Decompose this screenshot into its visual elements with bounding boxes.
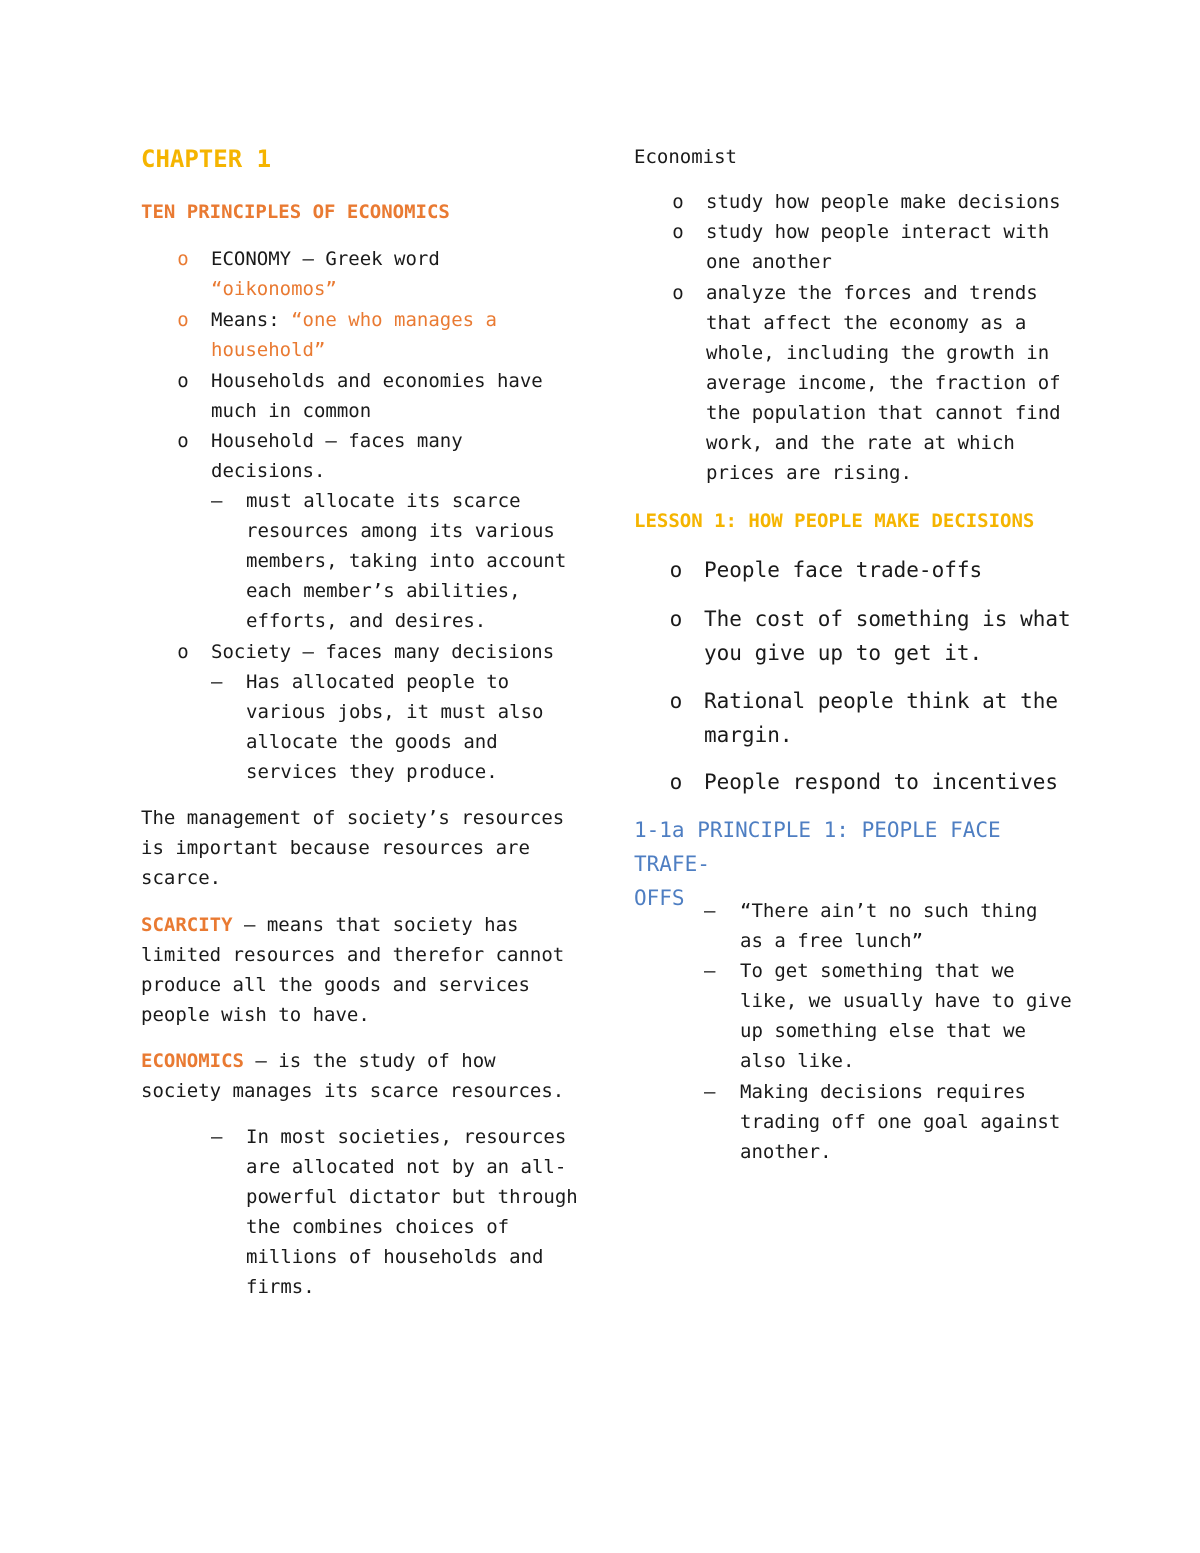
item-line: that affect the economy as a — [706, 312, 1027, 334]
economist-heading: Economist — [634, 146, 737, 168]
bullet-household — [211, 426, 463, 486]
item-line: as a free lunch” — [740, 930, 924, 952]
sub-line: are allocated not by an all- — [246, 1156, 567, 1178]
item-line: another. — [740, 1141, 832, 1163]
para-line: – is the study of how — [243, 1050, 496, 1072]
bullet-marker: o — [669, 607, 683, 631]
sub-line: firms. — [246, 1276, 315, 1298]
scarcity-paragraph — [141, 910, 564, 1030]
item-line: To get something that we — [740, 960, 1015, 982]
bullet-line-quote: “oikonomos” — [211, 278, 337, 300]
sub-line: services they produce. — [246, 761, 498, 783]
lesson-item — [704, 602, 1071, 670]
sub-line: millions of households and — [246, 1246, 544, 1268]
chapter-title: CHAPTER 1 — [141, 145, 272, 173]
lesson-item — [704, 553, 982, 587]
bullet-economy — [211, 244, 440, 304]
bullet-marker: o — [177, 641, 189, 663]
item-line: Making decisions requires — [740, 1081, 1026, 1103]
dash-marker: – — [704, 900, 716, 922]
para-line: limited resources and therefor cannot — [141, 944, 565, 966]
dash-marker: – — [211, 490, 223, 512]
scarcity-term: SCARCITY — [141, 914, 233, 936]
item-line: Rational people think at the — [704, 689, 1059, 713]
item-line: you give up to get it. — [704, 641, 983, 665]
bullet-marker: o — [177, 309, 189, 331]
item-line: study how people make decisions — [706, 191, 1061, 213]
sub-line: powerful dictator but through — [246, 1186, 578, 1208]
economist-item — [706, 187, 1061, 217]
bullet-line: Household – faces many — [211, 430, 463, 452]
sub-line: each member’s abilities, — [246, 580, 521, 602]
item-line: one another — [706, 251, 832, 273]
bullet-marker: o — [672, 191, 684, 213]
dash-marker: – — [211, 671, 223, 693]
dash-marker: – — [704, 960, 716, 982]
para-line: scarce. — [141, 867, 222, 889]
bullet-households — [211, 366, 543, 426]
sub-line: In most societies, resources — [246, 1126, 567, 1148]
bullet-line: Society – faces many decisions — [211, 641, 555, 663]
sub-line: members, taking into account — [246, 550, 567, 572]
economist-item — [706, 217, 1049, 277]
item-line: study how people interact with — [706, 221, 1050, 243]
sub-line: efforts, and desires. — [246, 610, 487, 632]
item-line: whole, including the growth in — [706, 342, 1050, 364]
bullet-line: ECONOMY – Greek word — [211, 248, 440, 270]
bullet-marker: o — [177, 430, 189, 452]
bullet-marker: o — [177, 248, 189, 270]
means-quote: “one who manages a — [279, 309, 497, 331]
management-paragraph — [141, 803, 564, 893]
item-line: The cost of something is what — [704, 607, 1071, 631]
item-line: People face trade-offs — [704, 558, 983, 582]
item-line: also like. — [740, 1050, 855, 1072]
economist-item — [706, 278, 1061, 488]
society-subitem — [246, 667, 543, 787]
principle-item — [740, 896, 1037, 956]
item-line: like, we usually have to give — [740, 990, 1072, 1012]
para-line: – means that society has — [232, 914, 519, 936]
item-line: analyze the forces and trends — [706, 282, 1038, 304]
item-line: margin. — [704, 723, 793, 747]
item-line: up something else that we — [740, 1020, 1026, 1042]
dash-marker: – — [211, 1126, 223, 1148]
section-title: TEN PRINCIPLES OF ECONOMICS — [141, 201, 450, 223]
economics-subitem — [246, 1122, 578, 1302]
bullet-marker: o — [669, 770, 683, 794]
bullet-means — [211, 305, 497, 365]
heading-line: 1-1a PRINCIPLE 1: PEOPLE FACE TRAFE- — [634, 818, 1001, 876]
bullet-marker: o — [177, 370, 189, 392]
economics-term: ECONOMICS — [141, 1050, 244, 1072]
dash-marker: – — [704, 1081, 716, 1103]
lesson-title: LESSON 1: HOW PEOPLE MAKE DECISIONS — [634, 510, 1035, 532]
para-line: The management of society’s resources — [141, 807, 565, 829]
item-line: average income, the fraction of — [706, 372, 1061, 394]
item-line: the population that cannot find — [706, 402, 1061, 424]
principle-item — [740, 1077, 1060, 1167]
bullet-marker: o — [669, 558, 683, 582]
item-line: prices are rising. — [706, 462, 912, 484]
item-line: “There ain’t no such thing — [740, 900, 1038, 922]
sub-line: resources among its various — [246, 520, 555, 542]
means-label: Means: — [211, 309, 280, 331]
sub-line: must allocate its scarce — [246, 490, 521, 512]
sub-line: Has allocated people to — [246, 671, 510, 693]
means-quote-cont: household” — [211, 339, 326, 361]
bullet-line: much in common — [211, 400, 372, 422]
bullet-line: decisions. — [211, 460, 326, 482]
para-line: people wish to have. — [141, 1004, 370, 1026]
para-line: society manages its scarce resources. — [141, 1080, 565, 1102]
bullet-society — [211, 637, 554, 667]
para-line: is important because resources are — [141, 837, 530, 859]
bullet-marker: o — [672, 282, 684, 304]
lesson-item — [704, 684, 1058, 752]
sub-line: various jobs, it must also — [246, 701, 544, 723]
item-line: work, and the rate at which — [706, 432, 1015, 454]
heading-line: OFFS — [634, 886, 685, 910]
lesson-item — [704, 765, 1058, 799]
item-line: People respond to incentives — [704, 770, 1059, 794]
bullet-marker: o — [672, 221, 684, 243]
item-line: trading off one goal against — [740, 1111, 1061, 1133]
para-line: produce all the goods and services — [141, 974, 530, 996]
principle-item — [740, 956, 1072, 1076]
sub-line: the combines choices of — [246, 1216, 510, 1238]
sub-line: allocate the goods and — [246, 731, 498, 753]
bullet-marker: o — [669, 689, 683, 713]
economics-paragraph — [141, 1046, 564, 1106]
bullet-line: Households and economies have — [211, 370, 543, 392]
household-subitem — [246, 486, 566, 636]
